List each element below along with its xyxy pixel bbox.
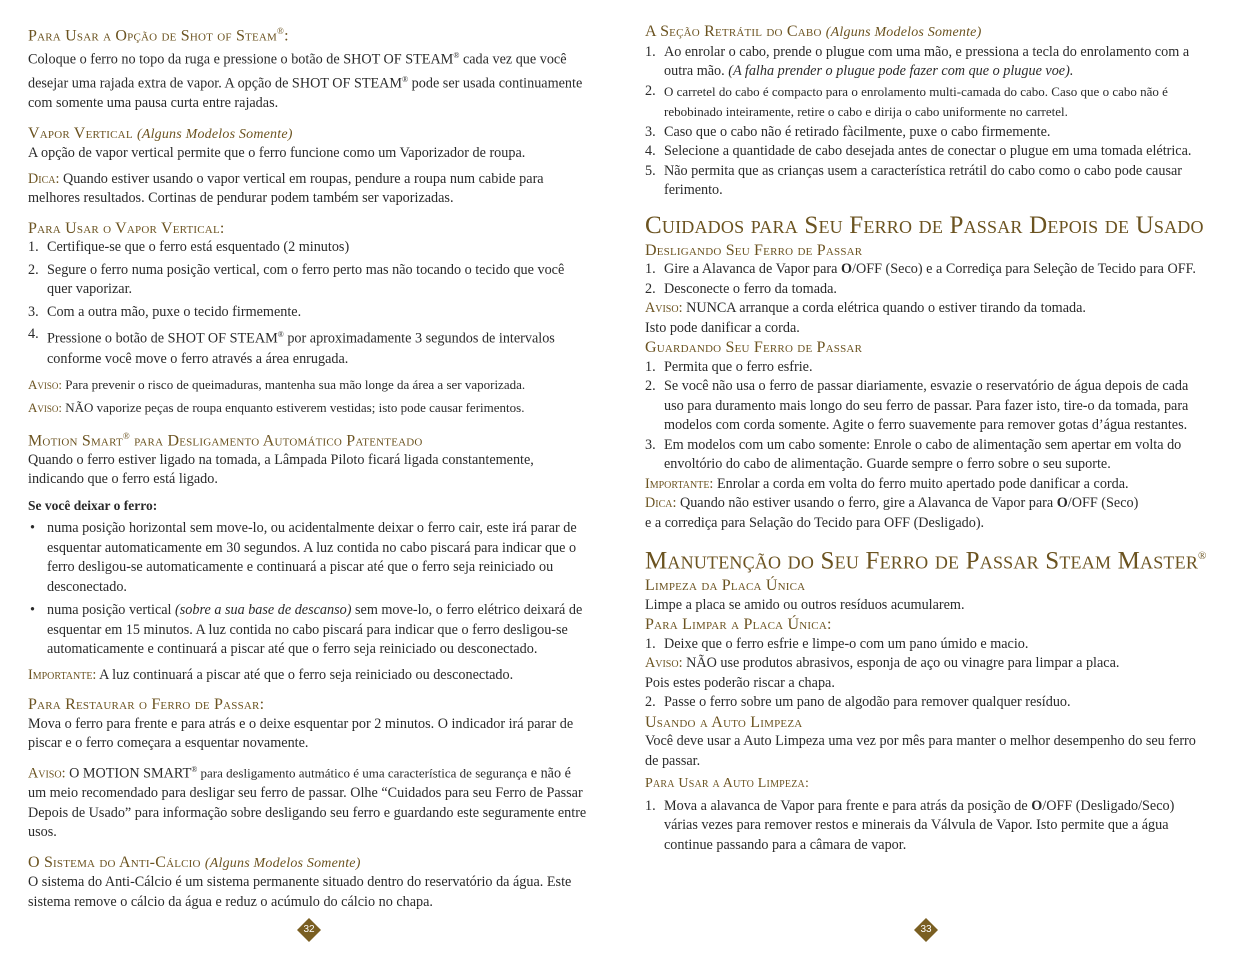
list-item: • numa posição horizontal sem move-lo, ou acidentalmente deixar o ferro cair, este irá parar de esquentar automaticamente em 30 segundos. A luz contida no cabo piscará para indicar que o ferro desligou-se automaticamente e continuará a piscar até que o ferro seja reiniciado ou desconectado. (28, 519, 590, 597)
storing-steps (645, 358, 1207, 475)
off-symbol-icon: O (1056, 495, 1068, 511)
anti-calcium-text: O sistema do Anti-Cálcio é um sistema permanente situado dentro do reservatório da água. Este sistema remove o cálcio da água e reduz o acúmulo do cálcio no chapa. (28, 874, 572, 910)
warning-abrasives: Aviso: NÃO use produtos abrasivos, esponja de aço ou vinagre para limpar a placa. Pois estes poderão riscar a chapa. (645, 655, 1120, 691)
list-item: 1. Ao enrolar o cabo, prende o plugue com uma mão, e pressiona a tecla do enrolamento com a outra mão. (A falha prender o plugue pode fazer com que o plugue voe). (645, 43, 1190, 79)
list-item: 1. Permita que o ferro esfrie. (645, 358, 813, 375)
list-item: 2. Segure o ferro numa posição vertical, com o ferro perto mas não tocando o tecido que você quer vaporizar. (28, 261, 565, 298)
restore-text: Mova o ferro para frente e para atrás e o deixe esquentar por 2 minutos. O indicador irá parar de piscar e o ferro começara a esquentar novamente. (28, 715, 574, 752)
list-item: 3. Em modelos com um cabo somente: Enrole o cabo de alimentação sem apertar em volta do envoltório do cabo de alimentação. Guarde sempre o ferro sobre o seu suporte. (645, 436, 1182, 472)
vertical-steam-steps (28, 238, 590, 369)
list-item: 4. Selecione a quantidade de cabo desejada antes de conectar o plugue em uma tomada elétrica. (645, 143, 1192, 159)
vertical-steam-heading: Vapor Vertical (Alguns Modelos Somente) (28, 124, 293, 142)
turn-off-steps (645, 260, 1207, 299)
motion-smart-heading: Motion Smart® para Desligamento Automático Patenteado (28, 431, 423, 450)
list-item: 3. Com a outra mão, puxe o tecido firmemente. (28, 303, 302, 320)
warning-burns: Aviso: Para prevenir o risco de queimaduras, mantenha sua mão longe da área a ser vaporizada. (28, 377, 526, 393)
list-item: 2. Se você não usa o ferro de passar diariamente, esvazie o reservatório de água depois de cada uso para duramento mais longo do seu ferro de passar. Para fazer isto, tire-o da tomada, para modelos com corda somente. Agite o ferro suavemente para remover gotas d’água restantes. (645, 378, 1189, 433)
motion-smart-warning: Aviso: O MOTION SMART® para desligamento autmático é uma característica de segurança e não é um meio recomendado para desligar seu ferro de passar. Olhe “Cuidados para seu Ferro de Passar Depois de Usado” para informação sobre desligando seu ferro e guardando este seguramente entre usos. (28, 764, 587, 841)
page-number-badge-left (297, 918, 321, 942)
list-item: 1. Gire a Alavanca de Vapor para O/OFF (Seco) e a Corrediça para Seleção de Tecido para OFF. (645, 261, 1196, 277)
off-symbol-icon: O (1031, 797, 1043, 814)
clean-steps-2 (645, 693, 1207, 713)
list-item: 3. Caso que o cabo não é retirado fàcilmente, puxe o cabo firmemente. (645, 123, 1051, 140)
maintenance-heading: Manutenção do Seu Ferro de Passar Steam Master® (645, 547, 1207, 575)
shot-of-steam-heading: Para Usar a Opção de Shot of Steam®: (28, 26, 289, 45)
use-vertical-steam-heading: Para Usar o Vapor Vertical: (28, 219, 225, 237)
warning-cord: Aviso: NUNCA arranque a corda elétrica quando o estiver tirando da tomada. Isto pode danificar a corda. (645, 300, 1086, 336)
right-page (645, 22, 1207, 855)
vertical-steam-text: A opção de vapor vertical permite que o ferro funcione como um Vaporizador de roupa. (28, 145, 526, 162)
clean-soleplate-heading: Para Limpar a Placa Única: (645, 616, 832, 634)
clean-steps-1 (645, 635, 1207, 655)
turning-off-heading: Desligando Seu Ferro de Passar (645, 241, 863, 259)
list-item: 2. Passe o ferro sobre um pano de algodão para remover qualquer resíduo. (645, 694, 1071, 711)
list-item: 5. Não permita que as crianças usem a característica retrátil do cabo como o cabo pode causar ferimento. (645, 162, 1182, 198)
off-symbol-icon: O (841, 261, 853, 277)
vertical-steam-tip: Dica: Quando estiver usando o vapor vertical em roupas, pendure a roupa num cabide para melhores resultados. Cortinas de pendurar podem também ser vaporizadas. (28, 170, 544, 207)
use-self-clean-heading: Para Usar a Auto Limpeza: (645, 776, 810, 792)
list-item: • numa posição vertical (sobre a sua base de descanso) sem move-lo, o ferro elétrico deixará de esquentar em 15 minutos. A luz contida no cabo piscará para indicar que o ferro desligou-se automaticamente e continuará a piscar até que o ferro seja reiniciado ou desconectado. (28, 601, 590, 660)
important-note: Importante: A luz continuará a piscar até que o ferro seja reiniciado ou desconectado. (28, 666, 514, 683)
list-item: 4. Pressione o botão de SHOT OF STEAM® por aproximadamente 3 segundos de intervalos conforme você move o ferro através a área enrugada. (28, 326, 555, 367)
motion-smart-bullets (28, 519, 590, 660)
list-item: 1. Certifique-se que o ferro está esquentado (2 minutos) (28, 239, 350, 256)
warning-clothes: Aviso: NÃO vaporize peças de roupa enquanto estiverem vestidas; isto pode causar ferimentos. (28, 399, 525, 415)
soleplate-heading: Limpeza da Placa Única (645, 577, 806, 595)
list-item: 2. O carretel do cabo é compacto para o enrolamento multi-camada do cabo. Caso que o cabo não é rebobinado inteiramente, retire o cabo e dirija o cabo uniformente no carretel. (645, 82, 1168, 119)
storing-tip: Dica: Quando não estiver usando o ferro, gire a Alavanca de Vapor para O/OFF (Seco) e a corrediça para Selação do Tecido para OFF (Desligado). (645, 495, 1139, 531)
page-number-right: 33 (920, 924, 932, 935)
page-number-badge-right (914, 918, 938, 942)
self-clean-heading: Usando a Auto Limpeza (645, 713, 803, 731)
care-heading: Cuidados para Seu Ferro de Passar Depois de Usado (645, 211, 1204, 239)
storing-heading: Guardando Seu Ferro de Passar (645, 339, 863, 356)
self-clean-text: Você deve usar a Auto Limpeza uma vez por mês para manter o melhor desempenho do seu ferro de passar. (645, 733, 1196, 769)
anti-calcium-heading: O Sistema do Anti-Cálcio (Alguns Modelos Somente) (28, 853, 361, 871)
soleplate-text: Limpe a placa se amido ou outros resíduos acumularem. (645, 596, 965, 613)
shot-of-steam-text: Coloque o ferro no topo da ruga e pressione o botão de SHOT OF STEAM® cada vez que você desejar uma rajada extra de vapor. A opção de SHOT OF STEAM® pode ser usada continuamente com somente uma pausa curta entre rajadas. (28, 50, 583, 112)
page-number-left: 32 (303, 924, 315, 935)
important-cord: Importante: Enrolar a corda em volta do ferro muito apertado pode danificar a corda. (645, 475, 1129, 492)
motion-smart-subheading: Se você deixar o ferro: (28, 497, 158, 513)
list-item: 2. Desconecte o ferro da tomada. (645, 280, 837, 297)
left-page (28, 22, 590, 912)
restore-heading: Para Restaurar o Ferro de Passar: (28, 696, 265, 714)
motion-smart-text: Quando o ferro estiver ligado na tomada, a Lâmpada Piloto ficará ligada constantemente, indicando que o ferro está ligado. (28, 451, 534, 488)
self-clean-steps (645, 797, 1207, 856)
cord-steps (645, 43, 1207, 201)
list-item: 1. Deixe que o ferro esfrie e limpe-o com um pano úmido e macio. (645, 635, 1029, 652)
retractable-cord-heading: A Seção Retrátil do Cabo (Alguns Modelos Somente) (645, 23, 982, 40)
list-item: 1. Mova a alavanca de Vapor para frente e para atrás da posição de O/OFF (Desligado/Seco) várias vezes para remover restos e minerais da Válvula de Vapor. Isto permite que a água continue passando para a câmara de vapor. (645, 797, 1175, 853)
